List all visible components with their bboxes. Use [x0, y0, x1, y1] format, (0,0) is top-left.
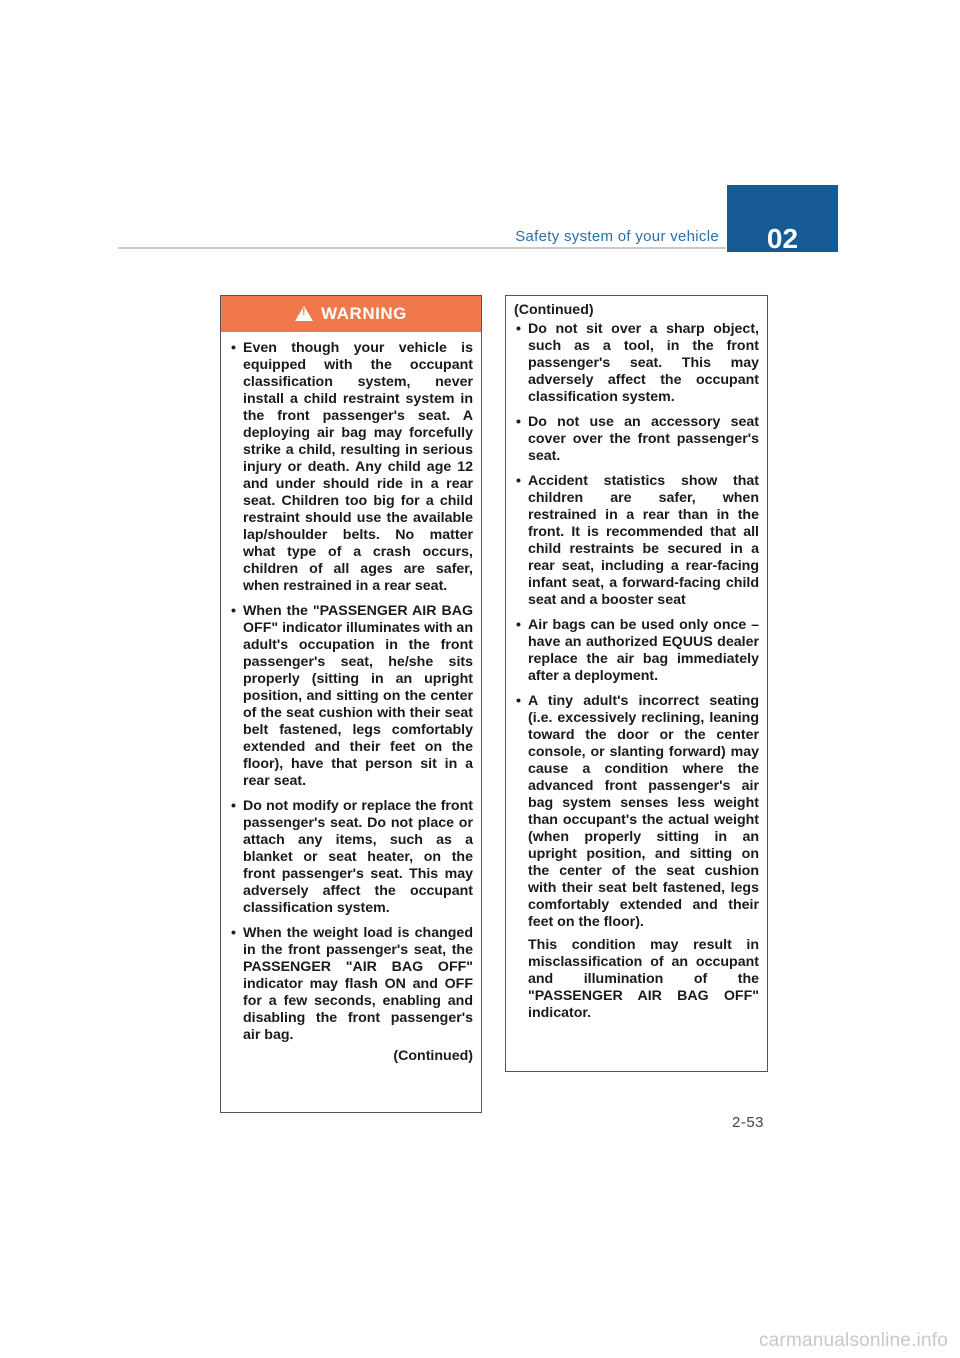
warning-triangle-icon — [295, 306, 313, 321]
follow-up-paragraph: This condition may result in misclassification of an occupant and illumination of the "PASSENGER AIR BAG OFF" indicator. — [528, 937, 759, 1021]
warning-item: • Do not modify or replace the front passenger's seat. Do not place or attach any items, such as a blanket or seat heater, on the front passenger's seat. This may adversely affect the occupant classification system. — [229, 798, 473, 917]
continued-item: • A tiny adult's incorrect seating (i.e. excessively reclining, leaning toward the door or the center console, or slanting forward) may cause a condition where the advanced front passenger's air bag system senses less weight than occupant's the actual weight (when properly sitting in an upright position, and sitting on the center of the seat cushion with their seat belt fastened, legs comfortably extended and their feet on the floor). — [514, 693, 759, 931]
section-title: Safety system of your vehicle — [515, 228, 719, 245]
warning-title: WARNING — [321, 304, 407, 323]
warning-box — [220, 295, 482, 1113]
continued-item: • Air bags can be used only once – have an authorized EQUUS dealer replace the air bag immediately after a deployment. — [514, 617, 759, 685]
warning-content — [221, 332, 481, 1065]
continued-item: • Do not use an accessory seat cover over the front passenger's seat. — [514, 414, 759, 465]
chapter-tab — [727, 185, 838, 252]
warning-header — [221, 296, 481, 332]
continued-warning-box — [505, 295, 768, 1072]
warning-item: • Even though your vehicle is equipped with the occupant classification system, never install a child restraint system in the front passenger's seat. A deploying air bag may forcefully strike a child, resulting in serious injury or death. Any child age 12 and under should ride in a rear seat. Children too big for a child restraint should use the available lap/shoulder belts. No matter what type of a crash occurs, children of all ages are safer, when restrained in a rear seat. — [229, 340, 473, 595]
watermark: carmanualsonline.info — [758, 1330, 948, 1351]
continued-heading: (Continued) — [514, 302, 594, 318]
continued-label: (Continued) — [393, 1048, 473, 1064]
warning-item: • When the weight load is changed in the front passenger's seat, the PASSENGER "AIR BAG OFF" indicator may flash ON and OFF for a few seconds, enabling and disabling the front passenger's air bag. — [229, 925, 473, 1044]
continued-item: • Accident statistics show that children are safer, when restrained in a rear than in the front. It is recommended that all child restraints be secured in a rear seat, including a rear-facing infant seat, a forward-facing child seat and a booster seat — [514, 473, 759, 609]
chapter-number: 02 — [766, 223, 799, 254]
continued-item: • Do not sit over a sharp object, such as a tool, in the front passenger's seat. This may adversely affect the occupant classification system. — [514, 321, 759, 406]
header-rule — [118, 247, 726, 249]
continued-content — [506, 296, 767, 1022]
page-number: 2-53 — [732, 1114, 765, 1131]
warning-item: • When the "PASSENGER AIR BAG OFF" indicator illuminates with an adult's occupation in the front passenger's seat, he/she sits properly (sitting in an upright position, and sitting on the center of the seat cushion with their seat belt fastened, legs comfortably extended and their feet on the floor), have that person sit in a rear seat. — [229, 603, 473, 790]
warning-list — [229, 340, 473, 1044]
continued-list — [514, 321, 759, 931]
